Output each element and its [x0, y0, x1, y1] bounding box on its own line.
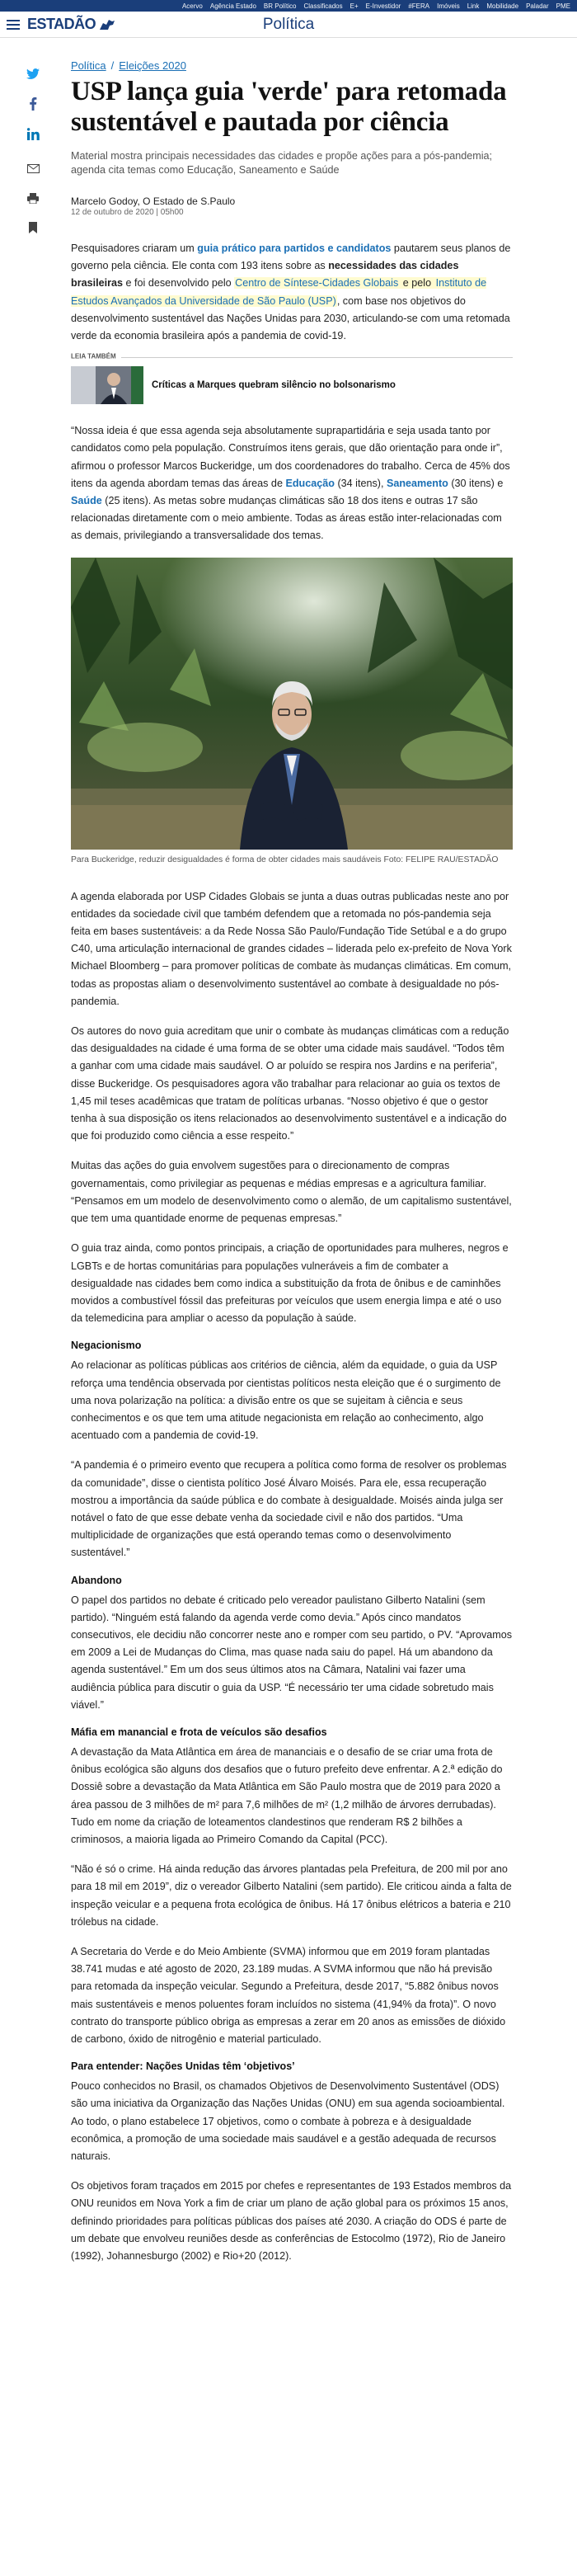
linkedin-icon[interactable]	[26, 127, 40, 140]
article-author: Marcelo Godoy, O Estado de S.Paulo	[71, 195, 236, 207]
top-link[interactable]: PME	[556, 2, 570, 10]
facebook-icon[interactable]	[26, 97, 40, 111]
paragraph: A agenda elaborada por USP Cidades Globais se junta a duas outras publicadas neste ano por entidades da sociedade civil que também defendem que a retomada no pós-pandemia seja feita em bases sustentáveis: a da Rede Nossa São Paulo/Fundação Tide Setúbal e a do grupo C40, uma articulação internacional de grandes cidades – liderada pelo ex-prefeito de Nova York Michael Bloomberg – para promover políticas de combate às mudanças climáticas. Em comum, todas as propostas aliam o desenvolvimento sustentável ao combate à desigualdade no pós-pandemia.	[71, 890, 512, 1007]
paragraph: Os autores do novo guia acreditam que unir o combate às mudanças climáticas com a redução das desigualdades na cidade é uma forma de se obter uma cidade mais saudável. “Todos têm a ganhar com uma cidade mais saudável. O ar poluído se respira nos Jardins e na periferia”, disse Buckeridge. Os pesquisadores agora vão trabalhar para relacionar ao guia os textos de 1,45 mil teses acadêmicas que tratam de políticas urbanas. “Nosso objetivo é que o gestor tenha à sua disposição os itens relacionados ao desenvolvimento sustentável e a indicação do que foi produzido como ciência a esse respeito.”	[71, 1025, 509, 1142]
article-subtitle: Material mostra principais necessidades das cidades e propõe ações para a pós-pandemia; agenda cita temas como Educação, Saneamento e Saúde	[71, 150, 493, 176]
breadcrumb-section-link[interactable]: Política	[71, 59, 106, 72]
section-heading: Máfia em manancial e frota de veículos são desafios	[71, 1726, 327, 1738]
section-heading: Abandono	[71, 1574, 122, 1586]
logo-text: ESTADÃO	[27, 16, 96, 32]
breadcrumb-subsection-link[interactable]: Eleições 2020	[119, 59, 186, 72]
paragraph: Os objetivos foram traçados em 2015 por chefes e representantes de 193 Estados membros da ONU reunidos em Nova York a fim de criar um plano de ação global para os próximos 15 anos, definindo prioridades para políticas públicas dos países até 2030. A criação do ODS é parte de um debate que envolveu reuniões desde as conferências de Estocolmo (1972), Rio de Janeiro (1992), Johannesburgo (2002) e Rio+20 (2012).	[71, 2180, 512, 2263]
breadcrumb	[71, 59, 513, 72]
top-link[interactable]: Link	[467, 2, 480, 10]
centro-sintese-link[interactable]: Centro de Síntese-Cidades Globais	[235, 277, 399, 290]
top-link[interactable]: E+	[349, 2, 359, 10]
iea-usp-link[interactable]: Instituto de Estudos Avançados da Universidade de São Paulo (USP)	[71, 277, 487, 307]
article	[71, 59, 513, 2277]
paragraph: O guia traz ainda, como pontos principais, a criação de oportunidades para mulheres, negros e LGBTs e de hortas comunitárias para populações vulneráveis a fim de combater a desigualdade nas cidades bem como indica a substituição da frota de ônibus e de caminhões movidos a combustível fóssil das prefeituras por veículos que usem energia limpa e até o uso da telemedicina para ampliar o acesso da população à saúde.	[71, 1242, 509, 1325]
saude-link[interactable]: Saúde	[71, 495, 102, 507]
guide-link[interactable]: guia prático para partidos e candidatos	[197, 243, 392, 254]
article-date: 12 de outubro de 2020 | 05h00	[71, 208, 184, 217]
section-heading: Negacionismo	[71, 1340, 142, 1352]
site-logo[interactable]	[27, 16, 116, 33]
top-link[interactable]: #FERA	[408, 2, 430, 10]
paragraph: O papel dos partidos no debate é criticado pelo vereador paulistano Gilberto Natalini (sem partido). “Ninguém está falando da agenda verde como devia.” Após cinco mandatos consecutivos, ele decidiu não concorrer neste ano e romper com seu partido, o PV. “Aprovamos em 2009 a Lei de Mudanças do Clima, mas quase nada saiu do papel. Há um abandono da agenda sustentável.” Em um dos seus últimos atos na Câmara, Natalini vai fazer uma audiência pública para discutir o guia da USP. “É necessário ter uma cidade sobretudo mais viável.”	[71, 1594, 513, 1711]
print-icon[interactable]	[26, 191, 40, 205]
top-link[interactable]: Imóveis	[437, 2, 460, 10]
paragraph: A Secretaria do Verde e do Meio Ambiente (SVMA) informou que em 2019 foram plantadas 38.741 mudas e até agosto de 2020, 23.189 mudas. A SVMA informou que não há previsão para retomada da inspeção veicular. Segundo a Prefeitura, desde 2017, “5.882 ônibus novos mais sustentáveis e menos poluentes foram incluídos no sistema (41,94% da frota)”. O novo contrato do transporte público obriga as empresas a zerar em 20 anos as emissões de dióxido de carbono, óxido de nitrogênio e material particulado.	[71, 1946, 506, 2046]
paragraph: “A pandemia é o primeiro evento que recupera a política como forma de resolver os problemas da comunidade”, disse o cientista político José Álvaro Moisés. Para ele, essa recuperação mostrou a importância da saúde pública e do combate à desigualdade. Moisés ainda julga ser notável o fato de que esse debate venha da sociedade civil e não dos partidos. “Uma multiplicidade de organizações que está operando temas como o desenvolvimento sustentável.”	[71, 1459, 507, 1559]
bold-text: necessidades das cidades brasileiras	[71, 260, 459, 290]
paragraph: Pouco conhecidos no Brasil, os chamados Objetivos de Desenvolvimento Sustentável (ODS) são uma iniciativa da Organização das Nações Unidas (ONU) em sua agenda socioambiental. Ao todo, o plano estabelece 17 objetivos, como o combate à pobreza e à desigualdade econômica, a promoção de uma sociedade mais saudável e a gestão adequada de recursos naturais.	[71, 2080, 505, 2163]
saneamento-link[interactable]: Saneamento	[386, 477, 448, 489]
top-link[interactable]: BR Político	[263, 2, 297, 10]
related-title-link[interactable]: Críticas a Marques quebram silêncio no bolsonarismo	[152, 380, 396, 391]
top-link[interactable]: E-Investidor	[365, 2, 401, 10]
paragraph: Muitas das ações do guia envolvem sugestões para o direcionamento de compras governamentais, como privilegiar as pequenas e médias empresas e a agricultura familiar. “Pensamos em um modelo de desenvolvimento como o alemão, de um capitalismo sustentável, que tem uma quantidade enorme de pequenas empresas.”	[71, 1160, 512, 1225]
site-header	[0, 12, 577, 38]
paragraph: Pesquisadores criaram um guia prático para partidos e candidatos pautarem seus planos de governo pela ciência. Ele conta com 193 itens sobre as necessidades das cidades brasileiras e foi desenvolvido pelo Centro de Síntese-Cidades Globais e pelo Instituto de Estudos Avançados da Universidade de São Paulo (USP), com base nos objetivos do desenvolvimento sustentável das Nações Unidas para 2030, articulando-se com uma retomada verde da economia brasileira após a pandemia de covid-19.	[71, 243, 511, 342]
breadcrumb-separator: /	[110, 59, 115, 72]
top-link[interactable]: Agência Estado	[209, 2, 256, 10]
top-link[interactable]: Classificados	[303, 2, 343, 10]
related-label: LEIA TAMBÉM	[71, 353, 121, 360]
educacao-link[interactable]: Educação	[285, 477, 335, 489]
hamburger-menu-icon[interactable]	[7, 20, 20, 30]
share-bar	[23, 68, 43, 234]
paragraph: “Não é só o crime. Há ainda redução das árvores plantadas pela Prefeitura, de 200 mil por ano para 18 mil em 2019”, diz o vereador Gilberto Natalini (sem partido). Ele criticou ainda a falta de inspeção veicular e a pequena frota ecológica de ônibus. Há 17 ônibus elétricos a bateria e 210 trólebus na cidade.	[71, 1863, 512, 1928]
paragraph: “Nossa ideia é que essa agenda seja absolutamente suprapartidária e seja usada tanto por candidatos como pela população. Construímos itens gerais, que dão orientação para onde ir”, afirmou o professor Marcos Buckeridge, um dos coordenadores do trabalho. Cerca de 45% dos itens da agenda abordam temas das áreas de Educação (34 itens), Saneamento (30 itens) e Saúde (25 itens). As metas sobre mudanças climáticas são 18 dos itens e outras 17 são relacionadas diretamente com o meio ambiente. Todas as áreas estão inter-relacionadas com as demais, privilegiando a transversalidade dos temas.	[71, 425, 510, 542]
email-icon[interactable]	[26, 162, 40, 175]
header-section-title[interactable]: Política	[262, 15, 315, 33]
top-link[interactable]: Mobilidade	[486, 2, 519, 10]
photo-caption: Para Buckeridge, reduzir desigualdades é forma de obter cidades mais saudáveis Foto: FELIPE RAU/ESTADÃO	[71, 855, 499, 864]
logo-horse-icon	[98, 18, 116, 31]
top-links-bar	[0, 0, 577, 12]
related-article-box	[71, 352, 513, 404]
twitter-icon[interactable]	[26, 68, 40, 81]
section-heading: Para entender: Nações Unidas têm ‘objetivos’	[71, 2060, 295, 2073]
paragraph: A devastação da Mata Atlântica em área de mananciais e o desafio de se criar uma frota de ônibus ecológica são alguns dos desafios que o futuro prefeito deve enfrentar. A 2.ª edição do Dossiê sobre a devastação da Mata Atlântica em São Paulo mostra que de 2019 para 2020 a área passou de 3 milhões de m² para 7,6 milhões de m² (1,2 milhão de árvores derrubadas). Tudo em nome da criação de loteamentos clandestinos que renderam R$ 2 bilhões a criminosos, a maioria ligada ao Primeiro Comando da Capital (PCC).	[71, 1745, 503, 1845]
bookmark-icon[interactable]	[26, 221, 40, 234]
top-link[interactable]: Acervo	[181, 2, 203, 10]
paragraph: Ao relacionar as políticas públicas aos critérios de ciência, além da equidade, o guia da USP reforça uma tendência observada por cientistas políticos nesta eleição que é o surgimento de uma nova polarização na política: a divisão entre os que se sujeitam à ciência e seus conhecimentos e os que tem uma atitude negacionista em relação ao conhecimento, algo acentuado com a pandemia de covid-19.	[71, 1359, 501, 1442]
article-title: USP lança guia 'verde' para retomada sustentável e pautada por ciência	[71, 77, 507, 137]
top-link[interactable]: Paladar	[526, 2, 549, 10]
related-thumbnail[interactable]	[71, 366, 143, 404]
article-photo	[71, 558, 513, 850]
